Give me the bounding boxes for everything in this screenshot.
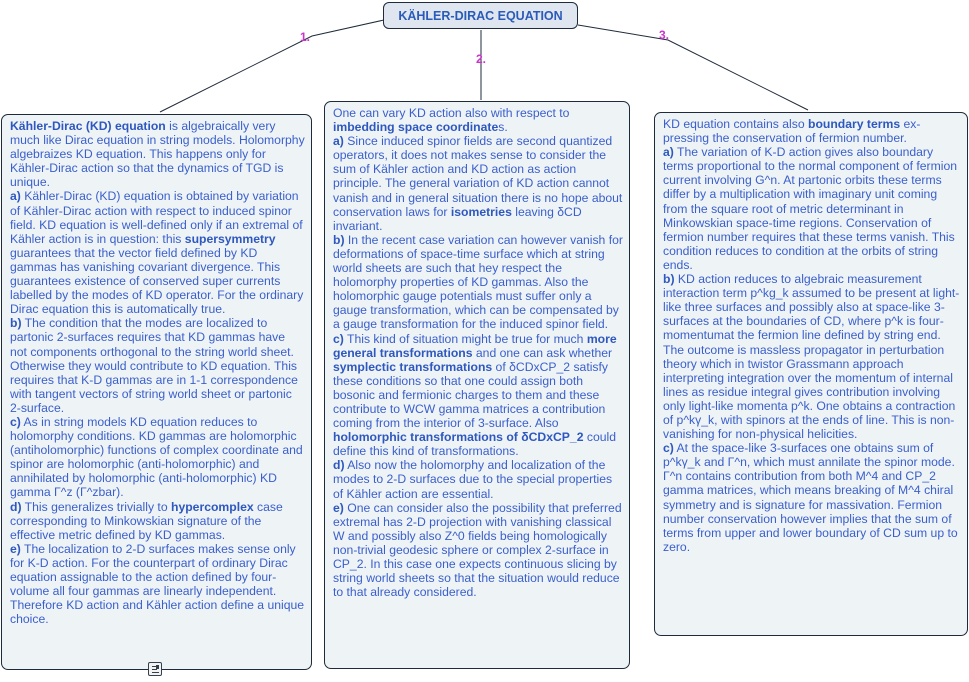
paragraph-b: b) In the recent case variation can however vanish for deformations of space-time surface which at string world sheets are such that hey respect the holomorphy properties of KD gammas. Also the holomorphic gauge potentials must suffer only a gauge transformation, which can be compensated by a gauge transformation for the induced spinor field. — [333, 232, 623, 332]
link-label-3: 3. — [659, 28, 670, 42]
link-label-2: 2. — [476, 52, 487, 66]
concept-node-2[interactable] — [324, 101, 630, 669]
paragraph-c: c) As in string models KD equation reduces to holomorphy conditions. KD gammas are holomorphic (antiholomorphic) functions of complex coordinate and spinor are holomorphic (anti-holomorphic) and annihilated by holomorphic (anti-holomorphic) KD gamma Γ^z (Γ^zbar). — [10, 414, 303, 500]
link-label-1: 1. — [300, 30, 311, 44]
paragraph-a: a) The variation of K-D action gives also boundary terms proportional to the normal component of fermion current involving G^n. At partonic orbits these terms differ by a multiplication with imaginary unit coming from the square root of metric determinant in Minkowskian space-time regions. Conservation of fermion number requires that these terms vanish. This condition reduces to condition at the orbits of string ends. — [663, 145, 957, 272]
paragraph-d: d) Also now the holomorphy and localization of the modes to 2-D surfaces due to the special properties of Kähler action are essential. — [333, 458, 613, 501]
link-line-3 — [578, 25, 808, 110]
paragraph-c: c) This kind of situation might be true for much more general transformations and one can ask whether symplectic transformations of δCDxCP_2 satisfy these conditions so that one could assign both bosonic and fermionic charges to them and these contribute to WCW gamma matrices a contribution coming from the interior of 3-surface. Also holomorphic transformations of δCDxCP_2 could define this kind of transformations. — [333, 331, 617, 459]
note-icon[interactable] — [148, 662, 162, 676]
paragraph-e: e) The localization to 2-D surfaces makes sense only for K-D action. For the counterpart of ordinary Dirac equation assignable to the action defined by four-volume all four gammas are linearly independent. Therefore KD action and Kähler action define a unique choice. — [10, 541, 305, 627]
paragraph-b: b) The condition that the modes are localized to partonic 2-surfaces requires that KD gammas have not components orthogonal to the string world sheet. Otherwise they would contribute to KD equation. This requires that K-D gammas are in 1-1 correspondence with tangent vectors of string world sheet or partonic 2-surface. — [10, 316, 298, 415]
paragraph-b: b) KD action reduces to algebraic measurement interaction term p^kg_k assumed to be present at light-like three surfaces and possibly also at space-like 3-surfaces at the boundaries of CD, where p^k is four-momentumat the fermion line defined by string end. The outcome is massless propagator in perturbation theory which in twistor Grassmann approach interpreting integration over the momentum of internal lines as residue integral gives contribution involving only light-like momenta p^k. One obtains a contraction of p^kγ_k, with spinors at the ends of line. This is non-vanishing for non-physical helicities. — [663, 272, 960, 442]
paragraph-intro: Kähler-Dirac (KD) equation is algebraically very much like Dirac equation in string models. Holomorphy algebraizes KD equation. This happens only for Kähler-Dirac action so that the dynamics of TGD is unique. — [10, 119, 305, 190]
paragraph-intro: KD equation contains also boundary terms ex-pressing the conservation of fermion number. — [663, 117, 921, 146]
paragraph-intro: One can vary KD action also with respect to imbedding space coordinates. — [333, 106, 570, 135]
link-line-1 — [160, 20, 384, 112]
paragraph-a: a) Kähler-Dirac (KD) equation is obtained by variation of Kähler-Dirac action with respect to induced spinor field. KD equation is well-defined only if an extremal of Kähler action is in question: this supersymmetry guarantees that the vector field defined by KD gammas has vanishing covariant divergence. This guarantees existence of conserved super currents labelled by the modes of KD operator. For the ordinary Dirac equation this is automatically true. — [10, 189, 304, 317]
paragraph-e: e) One can consider also the possibility that preferred extremal has 2-D projection with vanishing classical W and possibly also Z^0 fields being homologically non-trivial geodesic sphere or complex 2-surface in CP_2. In this case one expects continuous slicing by string world sheets so that the situation would reduce to that already considered. — [333, 500, 622, 600]
paragraph-d: d) This generalizes trivially to hypercomplex case corresponding to Minkowskian signature of the effective metric defined by KD gammas. — [10, 499, 283, 542]
root-topic-node[interactable]: KÄHLER-DIRAC EQUATION — [383, 2, 578, 29]
concept-node-3[interactable] — [654, 112, 968, 636]
paragraph-a: a) Since induced spinor fields are second quantized operators, it does not makes sense to consider the sum of Kähler action and KD action as action principle. The general variation of KD action cannot vanish and in general situation there is no hope about conservation laws for isometries leaving δCD invariant. — [333, 134, 623, 233]
concept-node-1[interactable] — [1, 114, 312, 670]
paragraph-c: c) At the space-like 3-surfaces one obtains sum of p^kγ_k and Γ^n, which must annilate the spinor mode. Γ^n contains contribution from both M^4 and CP_2 gamma matrices, which means breaking of M^4 chiral symmetry and is signature for massivation. Fermion number conservation however implies that the sum of terms from upper and lower boundary of CD sum up to zero. — [663, 441, 958, 554]
